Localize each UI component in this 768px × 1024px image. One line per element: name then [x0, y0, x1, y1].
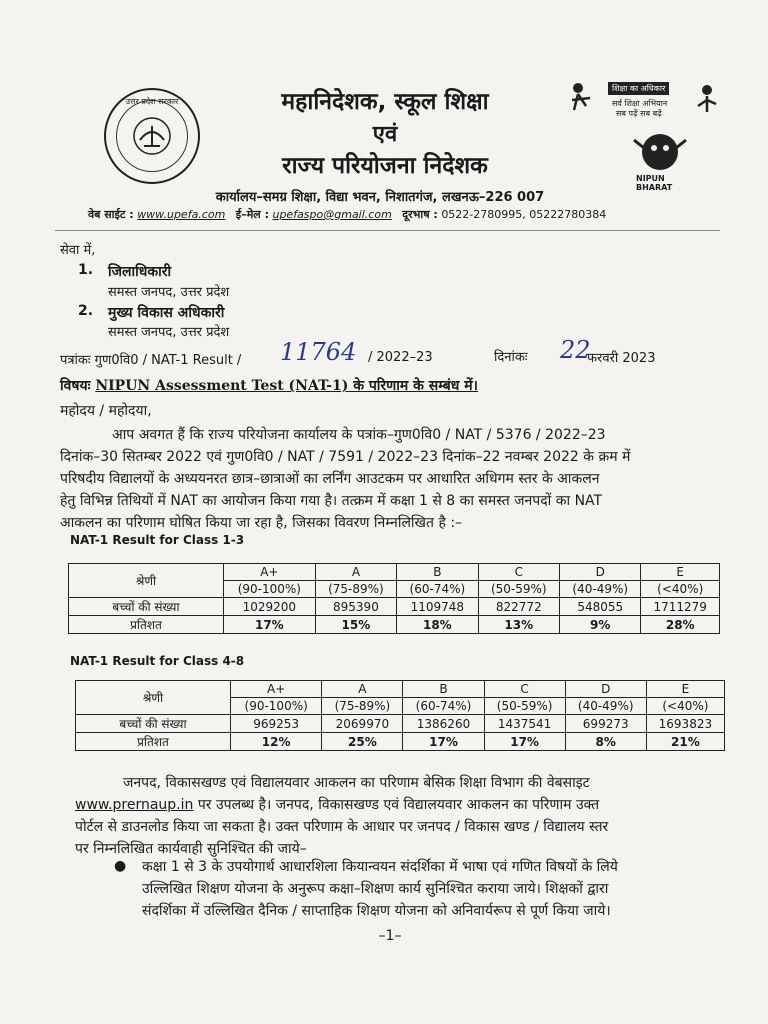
- table2-pct-0: 12%: [231, 733, 322, 751]
- table1-range-1: (75-89%): [315, 581, 396, 598]
- header-title-line3: राज्य परियोजना निदेशक: [282, 153, 488, 179]
- header-address: कार्यालय–समग्र शिक्षा, विद्या भवन, निशातगंज, लखनऊ–226 007: [215, 190, 545, 205]
- para1-line3: परिषदीय विद्यालयों के अध्ययनरत छात्र–छात्राओं का लर्निंग आउटकम पर आधारित अधिगम स्तर के आकलन: [60, 471, 600, 487]
- phone-label: दूरभाष :: [402, 208, 438, 221]
- para2-line2: [75, 794, 725, 816]
- table2-pct-5: 21%: [646, 733, 724, 751]
- para1-line5: आकलन का परिणाम घोषित किया जा रहा है, जिसका विवरण निम्नलिखित है :–: [60, 515, 463, 531]
- table1-grade-2: B: [397, 564, 478, 581]
- email-label: ई–मेल :: [235, 208, 269, 221]
- recipient-1-sub: समस्त जनपद, उत्तर प्रदेश: [108, 285, 230, 300]
- table1-grade-5: E: [641, 564, 720, 581]
- paragraph-1: [60, 424, 720, 534]
- subject-line: [60, 376, 478, 395]
- header-divider: [55, 230, 720, 231]
- table2-pct-2: 17%: [403, 733, 484, 751]
- rte-logo-subtext2: सब पढ़ें सब बढ़ें: [616, 109, 662, 118]
- nipun-bharat-logo: [630, 130, 690, 192]
- child-figure-icon: [692, 82, 722, 122]
- table1-grade-3: C: [478, 564, 559, 581]
- table1-pct-label: प्रतिशत: [69, 616, 224, 634]
- table-row: [76, 715, 725, 733]
- bullet1-line3: संदर्शिका में उल्लिखित दैनिक / साप्ताहिक शिक्षण योजना को अनिवार्यरूप से पूर्ण किया जाये।: [142, 903, 611, 919]
- para2-line1: जनपद, विकासखण्ड एवं विद्यालयवार आकलन का परिणाम बेसिक शिक्षा विभाग की वेबसाइट: [123, 775, 590, 791]
- table-row: [69, 564, 720, 581]
- ref-year: / 2022–23: [368, 350, 433, 365]
- table1-range-3: (50-59%): [478, 581, 559, 598]
- bullet-1: [142, 856, 722, 922]
- seal-text: उत्तर प्रदेश सरकार: [125, 97, 179, 106]
- table2-header-label: श्रेणी: [76, 681, 231, 715]
- ref-number-handwritten: 11764: [280, 338, 357, 366]
- paragraph-2: [75, 772, 725, 860]
- para2-line3: पोर्टल से डाउनलोड किया जा सकता है। उक्त परिणाम के आधार पर जनपद / विकास खण्ड / विद्यालय स्तर: [75, 819, 609, 835]
- table-row: [69, 616, 720, 634]
- bullet-dot-icon: ●: [114, 858, 127, 874]
- nipun-logo-text: NIPUN BHARAT: [636, 174, 673, 192]
- table1-range-5: (<40%): [641, 581, 720, 598]
- recipient-1-num: 1.: [78, 262, 94, 278]
- table1-count-5: 1711279: [641, 598, 720, 616]
- table2-pct-3: 17%: [484, 733, 565, 751]
- salutation: महोदय / महोदया,: [60, 403, 152, 419]
- para1-line4: हेतु विभिन्न तिथियों में NAT का आयोजन किया गया है। तत्क्रम में कक्षा 1 से 8 का समस्त जनपदों का NAT: [60, 493, 603, 509]
- table2-range-1: (75-89%): [322, 698, 403, 715]
- page-number: –1–: [378, 928, 402, 944]
- table1-range-2: (60-74%): [397, 581, 478, 598]
- para1-line1: आप अवगत हैं कि राज्य परियोजना कार्यालय के पत्रांक–गुण0वि0 / NAT / 5376 / 2022–23: [112, 427, 606, 443]
- website-label: वेब साईट :: [88, 208, 134, 221]
- table2-pct-label: प्रतिशत: [76, 733, 231, 751]
- table2-count-2: 1386260: [403, 715, 484, 733]
- table2-grade-3: C: [484, 681, 565, 698]
- table2-count-3: 1437541: [484, 715, 565, 733]
- table2-class-4-8: [75, 680, 725, 751]
- table1-pct-1: 15%: [315, 616, 396, 634]
- table2-grade-0: A+: [231, 681, 322, 698]
- table-row: [76, 681, 725, 698]
- table2-range-2: (60-74%): [403, 698, 484, 715]
- table2-count-0: 969253: [231, 715, 322, 733]
- table2-grade-2: B: [403, 681, 484, 698]
- para2-line4: पर निम्नलिखित कार्यवाही सुनिश्चित की जाये–: [75, 841, 307, 857]
- date-label: दिनांकः: [494, 350, 528, 365]
- recipient-2-title: मुख्य विकास अधिकारी: [108, 305, 225, 321]
- header-title-line2: एवं: [372, 122, 398, 147]
- children-figure-icon: [566, 80, 606, 120]
- table1-range-0: (90-100%): [224, 581, 316, 598]
- bullet1-line1: कक्षा 1 से 3 के उपयोगार्थ आधारशिला कियान्वयन संदर्शिका में भाषा एवं गणित विषयों के लिये: [142, 859, 618, 875]
- table1-count-3: 822772: [478, 598, 559, 616]
- para2-line2-rest: पर उपलब्ध है। जनपद, विकासखण्ड एवं विद्यालयवार आकलन का परिणाम उक्त: [197, 797, 600, 813]
- table2-range-4: (40-49%): [565, 698, 646, 715]
- table1-header-label: श्रेणी: [69, 564, 224, 598]
- table2-count-5: 1693823: [646, 715, 724, 733]
- table1-count-2: 1109748: [397, 598, 478, 616]
- recipient-1-title: जिलाधिकारी: [108, 264, 172, 280]
- bullet1-line2: उल्लिखित शिक्षण योजना के अनुरूप कक्षा–शिक्षण कार्य सुनिश्चित कराया जाये। शिक्षकों द्वारा: [142, 881, 609, 897]
- ref-label: पत्रांकः गुण0वि0 / NAT-1 Result /: [60, 353, 242, 368]
- table1-pct-2: 18%: [397, 616, 478, 634]
- table1-grade-0: A+: [224, 564, 316, 581]
- table2-count-label: बच्चों की संख्या: [76, 715, 231, 733]
- phone-number: 0522-2780995, 05222780384: [441, 208, 607, 221]
- table1-grade-1: A: [315, 564, 396, 581]
- recipient-2-sub: समस्त जनपद, उत्तर प्रदेश: [108, 325, 230, 340]
- table1-count-1: 895390: [315, 598, 396, 616]
- table2-range-3: (50-59%): [484, 698, 565, 715]
- date-day-handwritten: 22: [560, 336, 591, 364]
- prernaup-link[interactable]: www.prernaup.in: [75, 797, 194, 813]
- seal-emblem-icon: [116, 100, 188, 172]
- table-row: [76, 733, 725, 751]
- table1-class-1-3: [68, 563, 720, 634]
- table2-range-0: (90-100%): [231, 698, 322, 715]
- table1-range-4: (40-49%): [560, 581, 641, 598]
- table1-pct-4: 9%: [560, 616, 641, 634]
- subject-text: NIPUN Assessment Test (NAT-1) के परिणाम के सम्बंध में।: [95, 378, 478, 394]
- table2-pct-1: 25%: [322, 733, 403, 751]
- subject-label: विषयः: [60, 378, 91, 394]
- header-contact-line: [88, 207, 688, 222]
- to-label: सेवा में,: [60, 243, 96, 258]
- nipun-mascot-icon: [630, 130, 690, 174]
- table2-range-5: (<40%): [646, 698, 724, 715]
- header-title-line1: महानिदेशक, स्कूल शिक्षा: [281, 89, 489, 115]
- table-row: [69, 598, 720, 616]
- rte-logo-text: शिक्षा का अधिकार: [608, 82, 669, 95]
- table2-pct-4: 8%: [565, 733, 646, 751]
- table2-grade-4: D: [565, 681, 646, 698]
- table1-count-label: बच्चों की संख्या: [69, 598, 224, 616]
- table1-pct-3: 13%: [478, 616, 559, 634]
- website-link[interactable]: www.upefa.com: [137, 208, 226, 221]
- table2-count-4: 699273: [565, 715, 646, 733]
- rte-logo: [566, 76, 722, 124]
- table1-grade-4: D: [560, 564, 641, 581]
- table1-pct-5: 28%: [641, 616, 720, 634]
- para1-line2: दिनांक–30 सितम्बर 2022 एवं गुण0वि0 / NAT / 7591 / 2022–23 दिनांक–22 नवम्बर 2022 के क्रम में: [60, 449, 631, 465]
- table1-pct-0: 17%: [224, 616, 316, 634]
- table1-count-0: 1029200: [224, 598, 316, 616]
- up-govt-seal: [104, 88, 200, 184]
- table1-count-4: 548055: [560, 598, 641, 616]
- table2-count-1: 2069970: [322, 715, 403, 733]
- email-link[interactable]: upefaspo@gmail.com: [272, 208, 392, 221]
- table2-grade-5: E: [646, 681, 724, 698]
- date-rest: फरवरी 2023: [587, 351, 656, 366]
- table2-grade-1: A: [322, 681, 403, 698]
- rte-logo-subtext: सर्व शिक्षा अभियान: [612, 99, 668, 108]
- table1-title: NAT-1 Result for Class 1-3: [70, 533, 245, 547]
- table2-title: NAT-1 Result for Class 4-8: [70, 654, 245, 668]
- recipient-2-num: 2.: [78, 303, 94, 319]
